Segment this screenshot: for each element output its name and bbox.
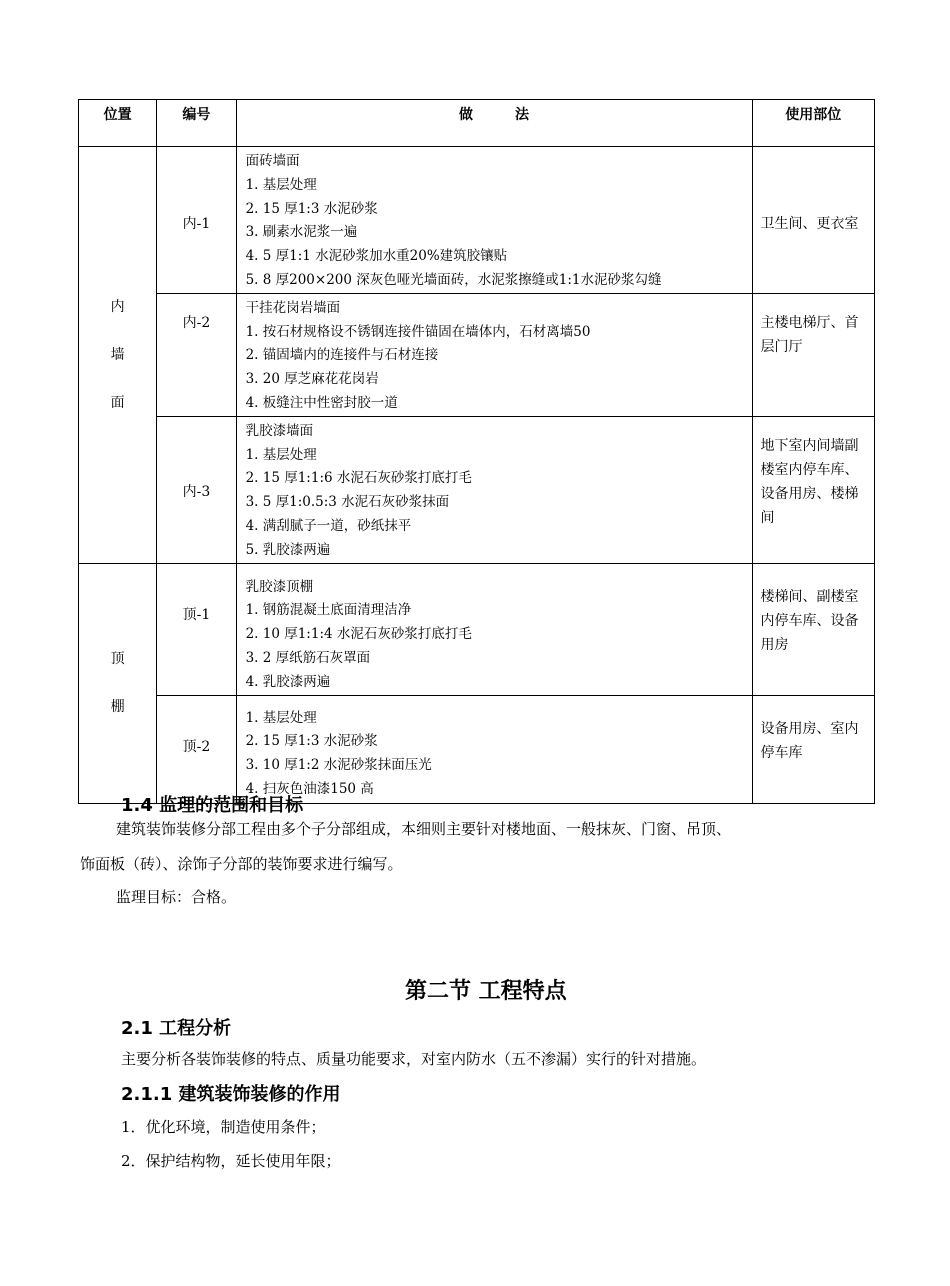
table-row	[79, 147, 875, 294]
usage-text: 地下室内间墙副楼室内停车库、设备用房、楼梯间	[760, 437, 859, 526]
method-line: 2. 10 厚1:1:4 水泥石灰砂浆打底打毛	[245, 626, 472, 643]
method-line: 3. 5 厚1:0.5:3 水泥石灰砂浆抹面	[245, 494, 450, 511]
code-cell	[157, 695, 236, 803]
list-item: 1．优化环境，制造使用条件；	[121, 1118, 326, 1136]
section-heading-1-4: 1.4 监理的范围和目标	[121, 795, 304, 816]
usage-cell	[752, 147, 874, 294]
usage-text: 设备用房、室内停车库	[760, 720, 859, 761]
table-row	[79, 416, 875, 563]
code-cell	[157, 147, 236, 294]
method-line: 4. 扫灰色油漆150 高	[245, 780, 374, 797]
method-line: 3. 10 厚1:2 水泥砂浆抹面压光	[245, 757, 432, 774]
code-text: 内-1	[182, 216, 211, 232]
header-method: 做 法	[236, 100, 752, 147]
method-line: 4. 乳胶漆两遍	[245, 673, 331, 690]
table-row	[79, 695, 875, 803]
header-position: 位置	[79, 100, 157, 147]
code-text: 内-2	[182, 314, 211, 331]
method-line: 1. 基层处理	[245, 446, 317, 463]
table-header-row	[79, 100, 875, 147]
method-line: 5. 8 厚200×200 深灰色哑光墙面砖，水泥浆擦缝或1:1水泥砂浆勾缝	[245, 271, 662, 288]
method-line: 3. 20 厚芝麻花花岗岩	[245, 371, 379, 388]
method-cell	[236, 695, 752, 803]
method-cell	[236, 416, 752, 563]
method-line: 2. 15 厚1:3 水泥砂浆	[245, 200, 378, 217]
method-line: 4. 板缝注中性密封胶一道	[245, 394, 398, 411]
header-code: 编号	[157, 100, 236, 147]
position-char: 面	[110, 394, 125, 411]
usage-text: 楼梯间、副楼室内停车库、设备用房	[760, 588, 859, 653]
method-line: 1. 按石材规格设不锈钢连接件锚固在墙体内，石材离墙50	[245, 323, 591, 340]
method-line: 4. 5 厚1:1 水泥砂浆加水重20%建筑胶镶贴	[245, 248, 508, 265]
method-line: 1. 基层处理	[245, 176, 317, 193]
method-line: 5. 乳胶漆两遍	[245, 541, 331, 558]
usage-cell	[752, 563, 874, 695]
method-cell	[236, 147, 752, 294]
method-line: 3. 2 厚纸筋石灰罩面	[245, 649, 371, 666]
position-char: 内	[110, 298, 125, 315]
method-line: 1. 钢筋混凝土底面清理洁净	[245, 602, 412, 619]
position-cell-ceiling	[79, 563, 157, 803]
position-char: 顶	[110, 651, 125, 668]
method-line: 3. 刷素水泥浆一遍	[245, 224, 358, 241]
usage-cell	[752, 416, 874, 563]
list-item: 2．保护结构物，延长使用年限；	[121, 1152, 341, 1170]
construction-method-table	[78, 99, 875, 804]
method-line: 干挂花岗岩墙面	[245, 299, 341, 316]
method-line: 2. 15 厚1:1:6 水泥石灰砂浆打底打毛	[245, 470, 472, 487]
method-line: 2. 15 厚1:3 水泥砂浆	[245, 733, 378, 750]
paragraph-line: 监理目标：合格。	[116, 888, 237, 906]
paragraph-line: 建筑装饰装修分部工程由多个子分部组成，本细则主要针对楼地面、一般抹灰、门窗、吊顶、	[116, 820, 732, 838]
method-line: 面砖墙面	[245, 153, 300, 169]
method-line: 2. 锚固墙内的连接件与石材连接	[245, 347, 439, 364]
code-cell	[157, 293, 236, 416]
code-text: 内-3	[182, 483, 211, 500]
paragraph-line: 主要分析各装饰装修的特点、质量功能要求，对室内防水（五不渗漏）实行的针对措施。	[121, 1050, 707, 1068]
method-line: 乳胶漆墙面	[245, 422, 314, 439]
method-line: 1. 基层处理	[245, 709, 317, 726]
method-line: 4. 满刮腻子一道，砂纸抹平	[245, 517, 412, 534]
method-cell	[236, 293, 752, 416]
position-cell-interior-wall	[79, 147, 157, 564]
section-heading-2-1: 2.1 工程分析	[121, 1018, 232, 1039]
table-row	[79, 563, 875, 695]
table-row	[79, 293, 875, 416]
usage-text: 卫生间、更衣室	[760, 216, 859, 232]
section-heading-2-1-1: 2.1.1 建筑装饰装修的作用	[121, 1084, 341, 1105]
method-line: 乳胶漆顶棚	[245, 578, 314, 595]
paragraph-line: 饰面板（砖）、涂饰子分部的装饰要求进行编写。	[80, 855, 403, 873]
usage-cell	[752, 695, 874, 803]
code-text: 顶-1	[182, 606, 211, 623]
chapter-title: 第二节 工程特点	[405, 979, 567, 1004]
position-char: 棚	[110, 699, 125, 716]
code-cell	[157, 563, 236, 695]
code-text: 顶-2	[182, 738, 211, 755]
usage-text: 主楼电梯厅、首层门厅	[760, 314, 859, 355]
code-cell	[157, 416, 236, 563]
header-usage: 使用部位	[752, 100, 874, 147]
usage-cell	[752, 293, 874, 416]
method-cell	[236, 563, 752, 695]
position-char: 墙	[110, 346, 125, 363]
